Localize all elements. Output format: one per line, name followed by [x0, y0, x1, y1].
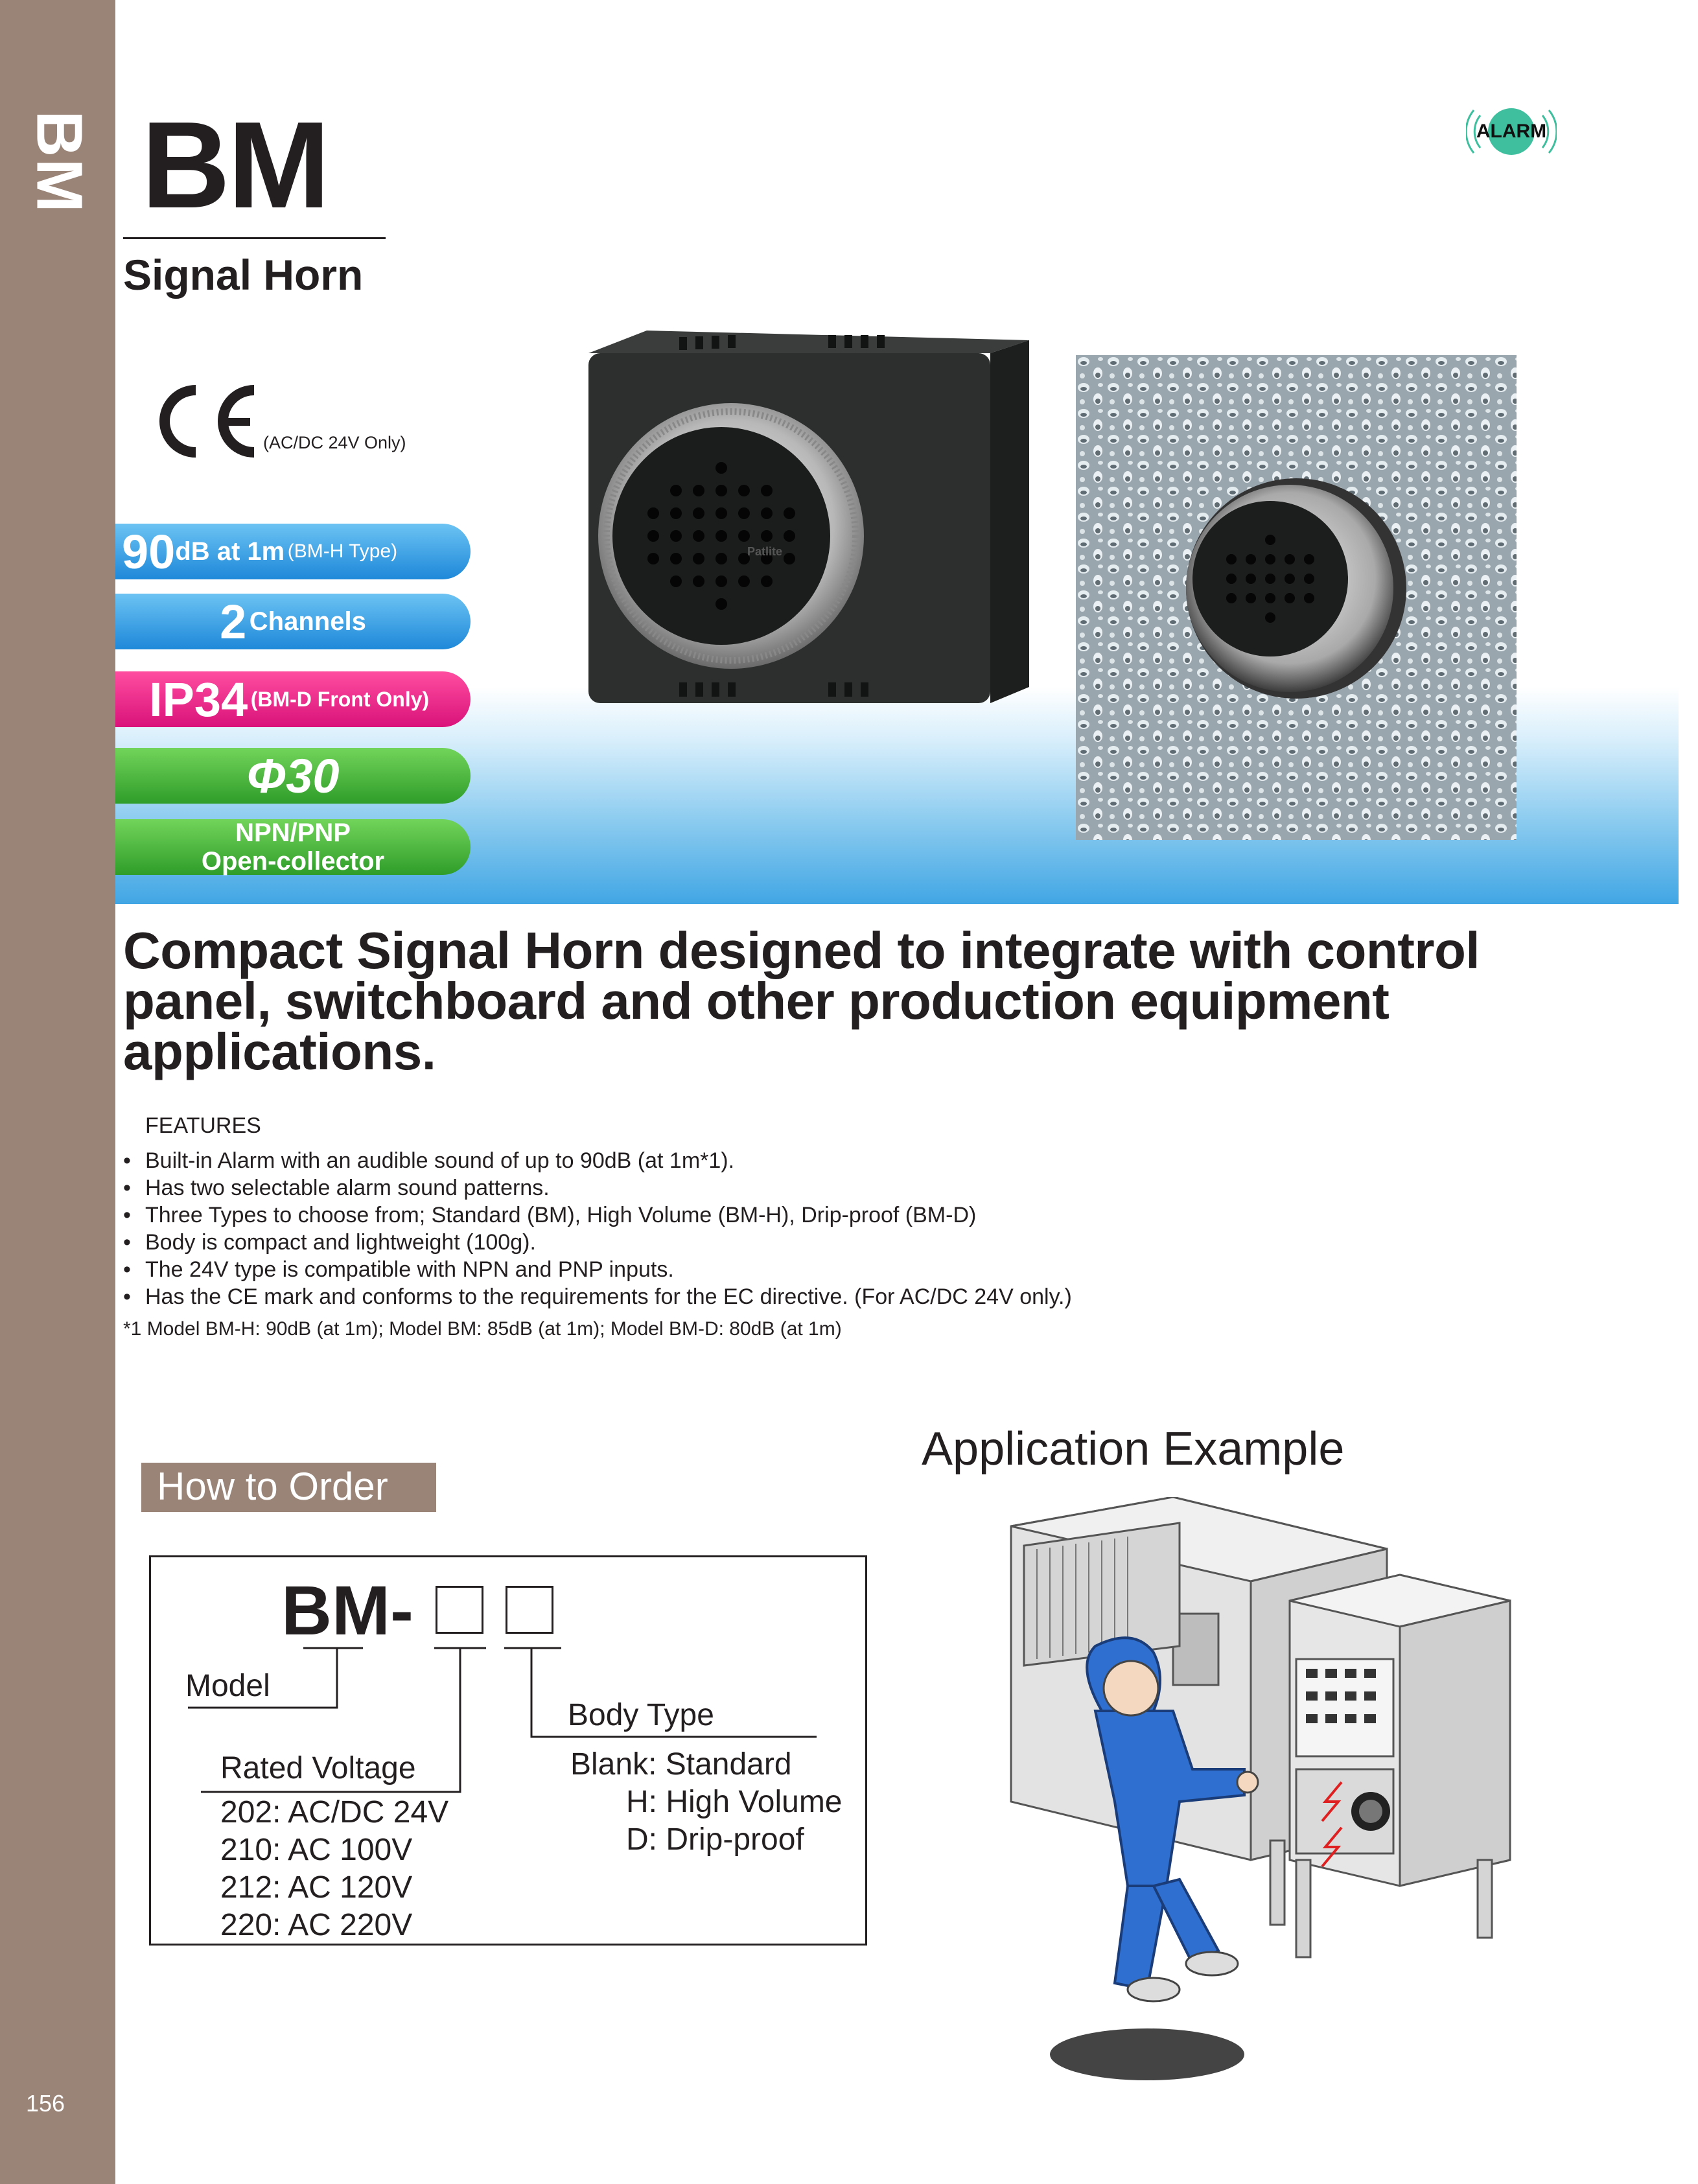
order-body-type-option: Blank: Standard [570, 1747, 792, 1782]
list-item: • Body is compact and lightweight (100g). [123, 1229, 1072, 1256]
sidebar [0, 0, 115, 2184]
sidebar-vertical-label: BM [23, 110, 96, 214]
spec-pill-sound-level: 90 dB at 1m (BM-H Type) [115, 524, 471, 579]
spec-pill-channels: 2 Channels [115, 594, 471, 649]
order-voltage-option: 202: AC/DC 24V [220, 1795, 449, 1830]
ce-mark-icon [150, 382, 261, 460]
order-voltage-option: 210: AC 100V [220, 1833, 413, 1867]
application-illustration [998, 1497, 1529, 2080]
ce-note: (AC/DC 24V Only) [263, 433, 406, 452]
application-example-title: Application Example [922, 1423, 1345, 1475]
list-item: • Has two selectable alarm sound patterns. [123, 1174, 1072, 1202]
spec-pill-output: NPN/PNP Open-collector [115, 819, 471, 875]
order-model-code: BM- [281, 1571, 413, 1649]
order-rated-voltage-label: Rated Voltage [220, 1751, 416, 1785]
headline: Compact Signal Horn designed to integrate with control panel, switchboard and other production equipment applications. [123, 922, 1480, 1080]
order-voltage-option: 220: AC 220V [220, 1908, 413, 1942]
page-subtitle: Signal Horn [123, 251, 364, 299]
order-body-type-option: H: High Volume [626, 1785, 843, 1819]
svg-text:Patlite: Patlite [747, 545, 783, 558]
page-number: 156 [26, 2090, 65, 2117]
list-item: • The 24V type is compatible with NPN and PNP inputs. [123, 1256, 1072, 1283]
page-title: BM [141, 97, 328, 234]
order-body-type-label: Body Type [568, 1698, 714, 1732]
product-photo-signal-horn [582, 327, 1036, 710]
features-title: FEATURES [145, 1113, 261, 1138]
spec-pill-ip-rating: IP34 (BM-D Front Only) [115, 671, 471, 727]
spec-pill-diameter: Φ30 [115, 748, 471, 804]
list-item: • Three Types to choose from; Standard (BM), High Volume (BM-H), Drip-proof (BM-D) [123, 1202, 1072, 1229]
features-list [123, 1147, 1072, 1310]
alarm-badge-label: ALARM [1476, 121, 1547, 142]
product-photo-drip-proof [1076, 355, 1517, 840]
order-body-type-option: D: Drip-proof [626, 1822, 804, 1857]
how-to-order-title: How to Order [141, 1463, 436, 1512]
footnote: *1 Model BM-H: 90dB (at 1m); Model BM: 85dB (at 1m); Model BM-D: 80dB (at 1m) [123, 1318, 842, 1340]
order-model-label: Model [185, 1669, 270, 1703]
title-divider [123, 237, 386, 239]
list-item: • Built-in Alarm with an audible sound of up to 90dB (at 1m*1). [123, 1147, 1072, 1174]
list-item: • Has the CE mark and conforms to the requirements for the EC directive. (For AC/DC 24V only.) [123, 1283, 1072, 1310]
order-voltage-option: 212: AC 120V [220, 1870, 413, 1905]
